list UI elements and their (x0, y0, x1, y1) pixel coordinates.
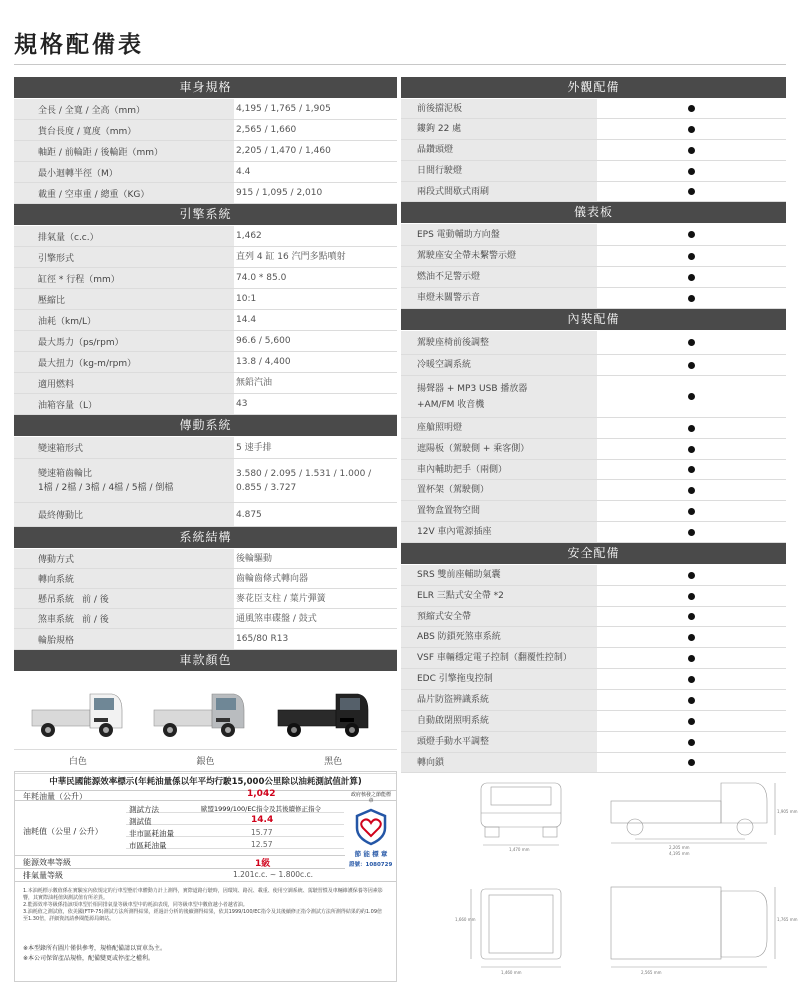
equipped-dot-icon (688, 466, 695, 473)
spec-row (14, 609, 397, 629)
spec-value: 4.875 (236, 509, 262, 520)
feature-row (401, 161, 786, 182)
body-spec-table (14, 99, 397, 204)
feature-label: ELR 三點式安全帶 *2 (401, 586, 597, 606)
spec-label: 輪胎規格 (14, 629, 234, 649)
spec-label: 適用燃料 (14, 373, 234, 393)
dim-bed-length: 2,565 mm (641, 970, 662, 975)
spec-value: 通風煞車碟盤 / 鼓式 (236, 613, 317, 624)
page-title: 規格配備表 (14, 32, 144, 58)
truck-image-silver (152, 684, 248, 744)
spec-label: 引擎形式 (14, 247, 234, 267)
feature-row (401, 501, 786, 522)
spec-row (14, 268, 397, 289)
section-header-exterior: 外觀配備 (401, 77, 786, 98)
section-header-meters: 儀表板 (401, 202, 786, 223)
section-header-safety: 安全配備 (401, 543, 786, 564)
method-value: 歐盟1999/100/EC指令及其後續修正指令 (201, 805, 321, 813)
feature-row (401, 140, 786, 161)
feature-row (401, 648, 786, 669)
energy-efficiency-label (14, 771, 397, 982)
spec-row (14, 141, 397, 162)
dim-wheelbase: 2,205 mm (669, 845, 690, 850)
equipped-dot-icon (688, 274, 695, 281)
spec-row (14, 162, 397, 183)
city-label: 非市區耗油量 (129, 829, 174, 838)
truck-image-white (30, 684, 126, 744)
dim-bed-width: 1,660 mm (455, 917, 476, 922)
spec-value: 齒輪齒條式轉向器 (236, 573, 309, 584)
spec-row (14, 352, 397, 373)
feature-row (401, 224, 786, 246)
engine-spec-table (14, 226, 397, 415)
spec-label: 懸吊系統 前 / 後 (14, 589, 234, 608)
dimension-drawings (411, 771, 798, 982)
footnote-rights: ※本公司保留產品規格，配備變更或停產之權利。 (23, 955, 155, 962)
feature-row (401, 522, 786, 543)
feature-row (401, 376, 786, 418)
spec-row (14, 226, 397, 247)
spec-label: 最大馬力（ps/rpm） (14, 331, 234, 351)
annual-fuel-value: 1,042 (247, 789, 276, 799)
feature-row (401, 732, 786, 753)
spec-value: 96.6 / 5,600 (236, 336, 291, 346)
feature-row (401, 331, 786, 355)
footnote-images: ※本型錄所有圖片僅供參考，規格配備請以實車為主。 (23, 945, 167, 952)
equipped-dot-icon (688, 105, 695, 112)
feature-label: SRS 雙前座輔助氣囊 (401, 565, 597, 585)
spec-value: 4,195 / 1,765 / 1,905 (236, 104, 331, 114)
feature-label: EDC 引擎拖曳控制 (401, 669, 597, 689)
feature-row (401, 565, 786, 586)
grade-value: 1級 (255, 859, 271, 869)
feature-row (401, 690, 786, 711)
urban-value: 12.57 (251, 840, 273, 849)
dim-front-width: 1,470 mm (509, 847, 530, 852)
truck-image-black (276, 684, 372, 744)
equipped-dot-icon (688, 697, 695, 704)
badge-title: 節 能 標 章 (354, 850, 388, 858)
interior-feature-list (401, 331, 786, 543)
feature-row (401, 627, 786, 648)
feature-label: 駕駛座椅前後調整 (401, 331, 597, 354)
spec-label: 最小迴轉半徑（M） (14, 162, 234, 182)
feature-label: 頭燈手動水平調整 (401, 732, 597, 752)
spec-value: 10:1 (236, 294, 257, 304)
spec-label: 油耗（km/L） (14, 310, 234, 330)
spec-row (14, 459, 397, 503)
feature-row (401, 355, 786, 376)
feature-row (401, 418, 786, 439)
equipped-dot-icon (688, 295, 695, 302)
spec-value: 14.4 (236, 315, 257, 325)
grade-label: 能源效率等級 (23, 858, 71, 867)
section-header-colors: 車款顏色 (14, 650, 397, 671)
feature-label: 兩段式間歇式雨刷 (401, 182, 597, 201)
feature-label: 燃油不足警示燈 (401, 267, 597, 287)
feature-row (401, 586, 786, 607)
spec-value: 1,462 (236, 231, 262, 241)
spec-row (14, 310, 397, 331)
spec-row (14, 394, 397, 415)
equipped-dot-icon (688, 339, 695, 346)
feature-row (401, 607, 786, 627)
spec-label: 壓縮比 (14, 289, 234, 309)
feature-label: 置杯架（駕駛側） (401, 480, 597, 500)
spec-label: 變速箱形式 (14, 437, 234, 458)
spec-label: 變速箱齒輪比 1檔 / 2檔 / 3檔 / 4檔 / 5檔 / 倒檔 (14, 459, 234, 502)
feature-row (401, 99, 786, 119)
spec-row (14, 289, 397, 310)
feature-label: ABS 防鎖死煞車系統 (401, 627, 597, 647)
section-header-interior: 內裝配備 (401, 309, 786, 330)
feature-label: 日間行駛燈 (401, 161, 597, 181)
spec-row (14, 183, 397, 204)
chassis-spec-table (14, 549, 397, 650)
equipped-dot-icon (688, 739, 695, 746)
spec-row (14, 549, 397, 569)
spec-row (14, 247, 397, 268)
equipped-dot-icon (688, 572, 695, 579)
equipped-dot-icon (688, 593, 695, 600)
equipped-dot-icon (688, 529, 695, 536)
color-swatches (14, 672, 397, 750)
equipped-dot-icon (688, 759, 695, 766)
equipped-dot-icon (688, 508, 695, 515)
equipped-dot-icon (688, 634, 695, 641)
equipped-dot-icon (688, 393, 695, 400)
feature-row (401, 246, 786, 267)
spec-value: 5 速手排 (236, 442, 272, 453)
exterior-feature-list (401, 99, 786, 202)
spec-label: 貨台長度 / 寬度（mm） (14, 120, 234, 140)
spec-value: 2,205 / 1,470 / 1,460 (236, 146, 331, 156)
spec-row (14, 437, 397, 459)
spec-row (14, 569, 397, 589)
feature-row (401, 669, 786, 690)
feature-row (401, 460, 786, 480)
annual-fuel-label: 年耗油量（公升） (23, 792, 87, 801)
spec-value: 無鉛汽油 (236, 378, 273, 388)
equipped-dot-icon (688, 676, 695, 683)
equipped-dot-icon (688, 425, 695, 432)
spec-value: 43 (236, 399, 248, 409)
energy-label-title: 中華民國能源效率標示(年耗油量係以年平均行駛15,000公里除以油耗測試值計算) (15, 772, 396, 791)
section-header-engine: 引擎系統 (14, 204, 397, 225)
feature-label: 車燈未關警示音 (401, 288, 597, 308)
equipped-dot-icon (688, 168, 695, 175)
title-divider (14, 64, 786, 65)
equipped-dot-icon (688, 446, 695, 453)
feature-row (401, 288, 786, 309)
urban-label: 市區耗油量 (129, 841, 167, 850)
feature-label: 揚聲器 + MP3 USB 播放器 +AM/FM 收音機 (401, 376, 597, 417)
equipped-dot-icon (688, 231, 695, 238)
color-label-silver: 銀色 (196, 757, 215, 767)
energy-notes: 1.本油耗標示數值係在實驗室內依規定的行車型態於車體動力計上測得，實際道路行駛時，因環境、路況、載重、使用空調系統、駕駛習慣及車輛維護保養等因素影響，其實際油耗值與測試值有所差異。 2.能源效率等級係指該項車型於相同排氣量等級車型中的耗油表現，同等級車型中數值越小者越省油。 3.油耗值之測試值，依美國(FTP-75)測試方法所測得結果，經過計分析的後續測得結果，依其1999/100/EC指令及其後續修正指令測試方法所測得結果的約1.09倍至1.30倍，詳細資訊請參閱能源局網站。 (23, 888, 383, 922)
fuel-consumption-label: 油耗值（公里 / 公升） (23, 827, 103, 836)
feature-label: 自動啟閉照明系統 (401, 711, 597, 731)
equipped-dot-icon (688, 362, 695, 369)
spec-value: 2,565 / 1,660 (236, 125, 297, 135)
city-value: 15.77 (251, 828, 273, 837)
equipped-dot-icon (688, 126, 695, 133)
spec-column (14, 77, 397, 774)
displacement-label: 排氣量等級 (23, 871, 63, 880)
spec-row (14, 503, 397, 527)
feature-label: 晶片防盜辨識系統 (401, 690, 597, 710)
spec-row (14, 120, 397, 141)
spec-label: 全長 / 全寬 / 全高（mm） (14, 99, 234, 119)
spec-value: 915 / 1,095 / 2,010 (236, 188, 323, 198)
feature-row (401, 119, 786, 140)
spec-value: 4.4 (236, 167, 251, 177)
feature-label: 車內輔助把手（兩側） (401, 460, 597, 479)
equipped-dot-icon (688, 253, 695, 260)
feature-label: VSF 車輛穩定電子控制（翻覆性控制） (401, 648, 597, 668)
spec-value: 74.0 * 85.0 (236, 273, 287, 283)
equipped-dot-icon (688, 487, 695, 494)
spec-row (14, 629, 397, 650)
feature-row (401, 480, 786, 501)
feature-column (401, 77, 786, 773)
color-label-black: 黑色 (324, 757, 343, 767)
spec-row (14, 331, 397, 352)
dim-rear-width: 1,460 mm (501, 970, 522, 975)
feature-label: 晶鑽頭燈 (401, 140, 597, 160)
feature-row (401, 439, 786, 460)
feature-label: 冷暖空調系統 (401, 355, 597, 375)
spec-label: 油箱容量（L） (14, 394, 234, 414)
displacement-value: 1.201c.c. ~ 1.800c.c. (233, 870, 314, 879)
equipped-dot-icon (688, 718, 695, 725)
equipped-dot-icon (688, 613, 695, 620)
feature-label: EPS 電動輔助方向盤 (401, 224, 597, 245)
feature-label: 12V 車內電源插座 (401, 522, 597, 542)
section-header-chassis: 系統結構 (14, 527, 397, 548)
spec-label: 最大扭力（kg-m/rpm） (14, 352, 234, 372)
section-header-transmission: 傳動系統 (14, 415, 397, 436)
feature-row (401, 267, 786, 288)
feature-label: 預縮式安全帶 (401, 607, 597, 626)
spec-label: 傳動方式 (14, 549, 234, 568)
spec-value: 165/80 R13 (236, 634, 289, 644)
spec-value: 直列 4 缸 16 汽門多點噴射 (236, 252, 346, 262)
feature-label: 前後擋泥板 (401, 99, 597, 118)
feature-label: 駕駛座安全帶未繫警示燈 (401, 246, 597, 266)
feature-label: 轉向鎖 (401, 753, 597, 772)
test-label: 測試值 (129, 817, 152, 826)
feature-label: 座艙照明燈 (401, 418, 597, 438)
feature-row (401, 711, 786, 732)
section-header-body: 車身規格 (14, 77, 397, 98)
dim-length: 4,195 mm (669, 851, 690, 856)
spec-label: 煞車系統 前 / 後 (14, 609, 234, 628)
feature-label: 鏤鉤 22 處 (401, 119, 597, 139)
spec-row (14, 589, 397, 609)
spec-value: 麥花臣支柱 / 葉片彈簧 (236, 593, 326, 604)
spec-value: 3.580 / 2.095 / 1.531 / 1.000 / 0.855 / 3.727 (236, 468, 372, 493)
feature-label: 遮陽板（駕駛側 + 乘客側） (401, 439, 597, 459)
badge-note: 政府核發之節能標章 (351, 792, 392, 804)
spec-label: 轉向系統 (14, 569, 234, 588)
method-label: 測試方法 (129, 805, 159, 814)
equipped-dot-icon (688, 188, 695, 195)
spec-label: 軸距 / 前輪距 / 後輪距（mm） (14, 141, 234, 161)
spec-label: 最終傳動比 (14, 503, 234, 526)
spec-row (14, 373, 397, 394)
meters-feature-list (401, 224, 786, 309)
feature-row (401, 182, 786, 202)
spec-label: 缸徑 * 行程（mm） (14, 268, 234, 288)
spec-value: 13.8 / 4,400 (236, 357, 291, 367)
spec-label: 排氣量（c.c.） (14, 226, 234, 246)
energy-saving-badge-icon (351, 806, 391, 846)
spec-row (14, 99, 397, 120)
equipped-dot-icon (688, 655, 695, 662)
test-value: 14.4 (251, 815, 274, 825)
badge-cert-number: 證號：1080729 (349, 862, 393, 868)
feature-label: 置物盒置物空間 (401, 501, 597, 521)
dim-height: 1,905 mm (777, 809, 798, 814)
color-label-white: 白色 (68, 757, 87, 767)
spec-value: 後輪驅動 (236, 553, 273, 564)
safety-feature-list (401, 565, 786, 773)
feature-row (401, 753, 786, 773)
spec-label: 載重 / 空車重 / 總重（KG） (14, 183, 234, 203)
equipped-dot-icon (688, 147, 695, 154)
dimension-drawings-svg (411, 771, 798, 982)
dim-overall-width: 1,765 mm (777, 917, 798, 922)
